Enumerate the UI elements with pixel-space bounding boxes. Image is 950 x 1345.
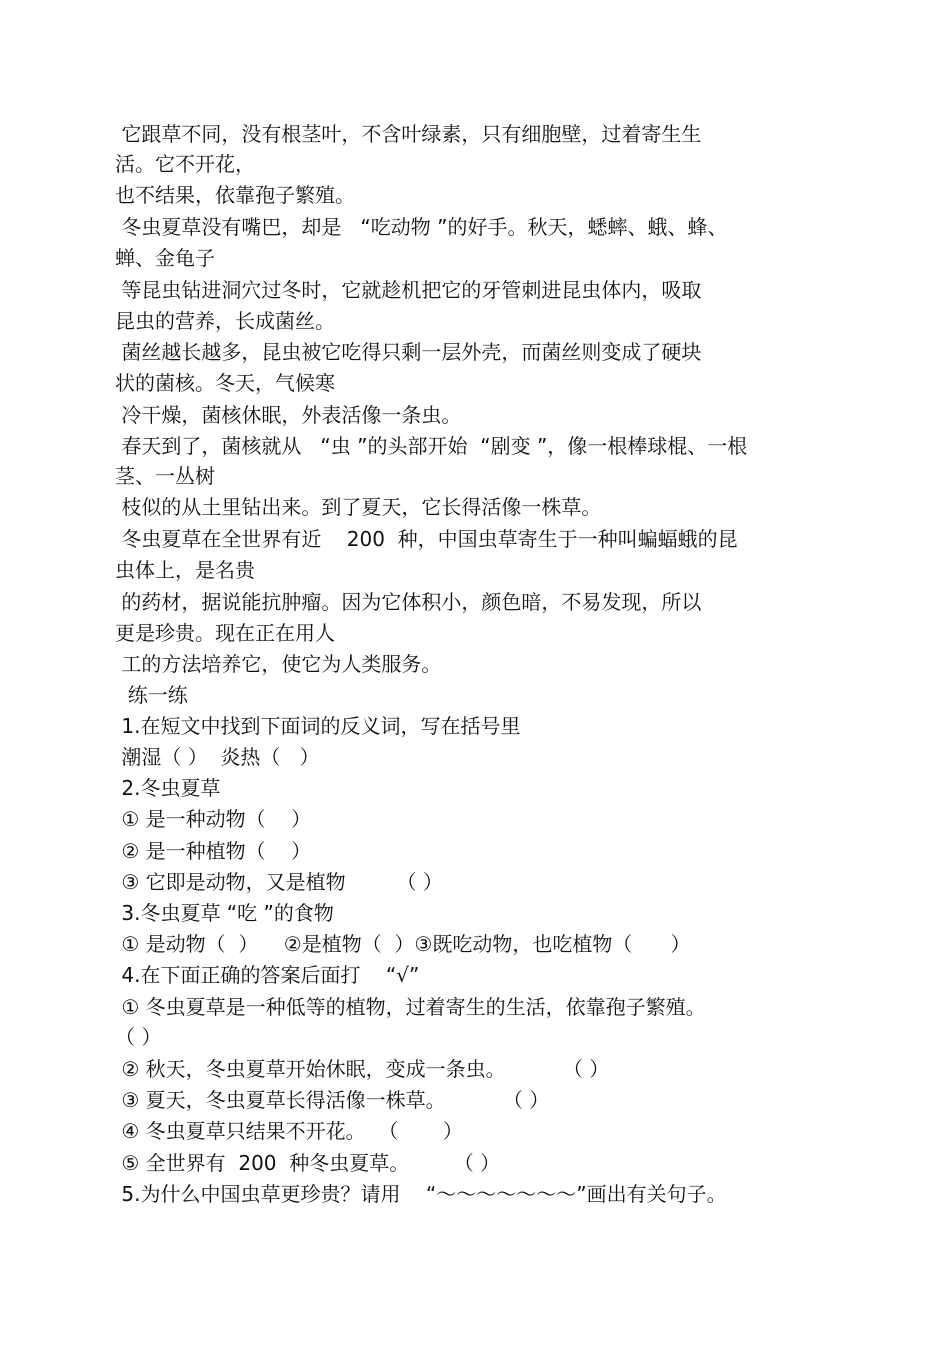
passage-line: 活。它不开花， (115, 152, 255, 176)
question-1-blanks: 潮湿（ ） 炎热（ ） (115, 745, 320, 769)
question-4-option: ③ 夏天，冬虫夏草长得活像一株草。 （ ） (115, 1088, 550, 1112)
question-4-option: ② 秋天，冬虫夏草开始休眠，变成一条虫。 （ ） (115, 1057, 610, 1081)
passage-line: 也不结果，依靠孢子繁殖。 (115, 183, 355, 207)
passage-line: 冷干燥，菌核休眠，外表活像一条虫。 (115, 403, 462, 427)
passage-line: 状的菌核。冬天，气候寒 (115, 371, 335, 395)
passage-line: 更是珍贵。现在正在用人 (115, 621, 335, 645)
passage-line: 冬虫夏草在全世界有近 200 种，中国虫草寄生于一种叫蝙蝠蛾的昆 (115, 527, 738, 551)
question-2-option: ③ 它即是动物，又是植物 （ ） (115, 870, 443, 894)
passage-line: 菌丝越长越多，昆虫被它吃得只剩一层外壳，而菌丝则变成了硬块 (115, 340, 702, 364)
passage-line: 春天到了，菌核就从 “虫 ”的头部开始 “剧变 ”，像一根棒球棍、一根 (115, 434, 748, 458)
question-5: 5.为什么中国虫草更珍贵？请用 “～～～～～～～”画出有关句子。 (115, 1182, 727, 1206)
passage-line: 冬虫夏草没有嘴巴，却是 “吃动物 ”的好手。秋天，蟋蟀、蛾、蜂、 (115, 215, 728, 239)
question-3: 3.冬虫夏草 “吃 ”的食物 (115, 901, 334, 925)
question-2: 2.冬虫夏草 (115, 776, 221, 800)
passage-line: 等昆虫钻进洞穴过冬时，它就趁机把它的牙管刺进昆虫体内，吸取 (115, 278, 702, 302)
question-2-option: ① 是一种动物（ ） (115, 807, 312, 831)
question-4-option: ⑤ 全世界有 200 种冬虫夏草。 （ ） (115, 1151, 501, 1175)
passage-line: 蝉、金龟子 (115, 246, 215, 270)
question-4-option: ① 冬虫夏草是一种低等的植物，过着寄生的生活，依靠孢子繁殖。 (115, 995, 706, 1019)
passage-line: 茎、一丛树 (115, 464, 215, 488)
passage-line: 枝似的从土里钻出来。到了夏天，它长得活像一株草。 (115, 495, 602, 519)
exercise-title: 练一练 (115, 683, 188, 707)
passage-line: 它跟草不同，没有根茎叶，不含叶绿素，只有细胞壁，过着寄生生 (115, 122, 702, 146)
passage-line: 的药材，据说能抗肿瘤。因为它体积小，颜色暗，不易发现，所以 (115, 590, 702, 614)
passage-line: 昆虫的营养，长成菌丝。 (115, 309, 335, 333)
question-4: 4.在下面正确的答案后面打 “√” (115, 963, 420, 987)
question-2-option: ② 是一种植物（ ） (115, 839, 312, 863)
question-4-option: ④ 冬虫夏草只结果不开花。 （ ） (115, 1119, 463, 1143)
question-1: 1.在短文中找到下面词的反义词，写在括号里 (115, 714, 521, 738)
question-3-options: ① 是动物（ ） ②是植物（ ）③既吃动物，也吃植物（ ） (115, 932, 691, 956)
question-4-option-blank: （ ） (115, 1025, 162, 1049)
passage-line: 虫体上，是名贵 (115, 558, 255, 582)
passage-line: 工的方法培养它，使它为人类服务。 (115, 652, 442, 676)
